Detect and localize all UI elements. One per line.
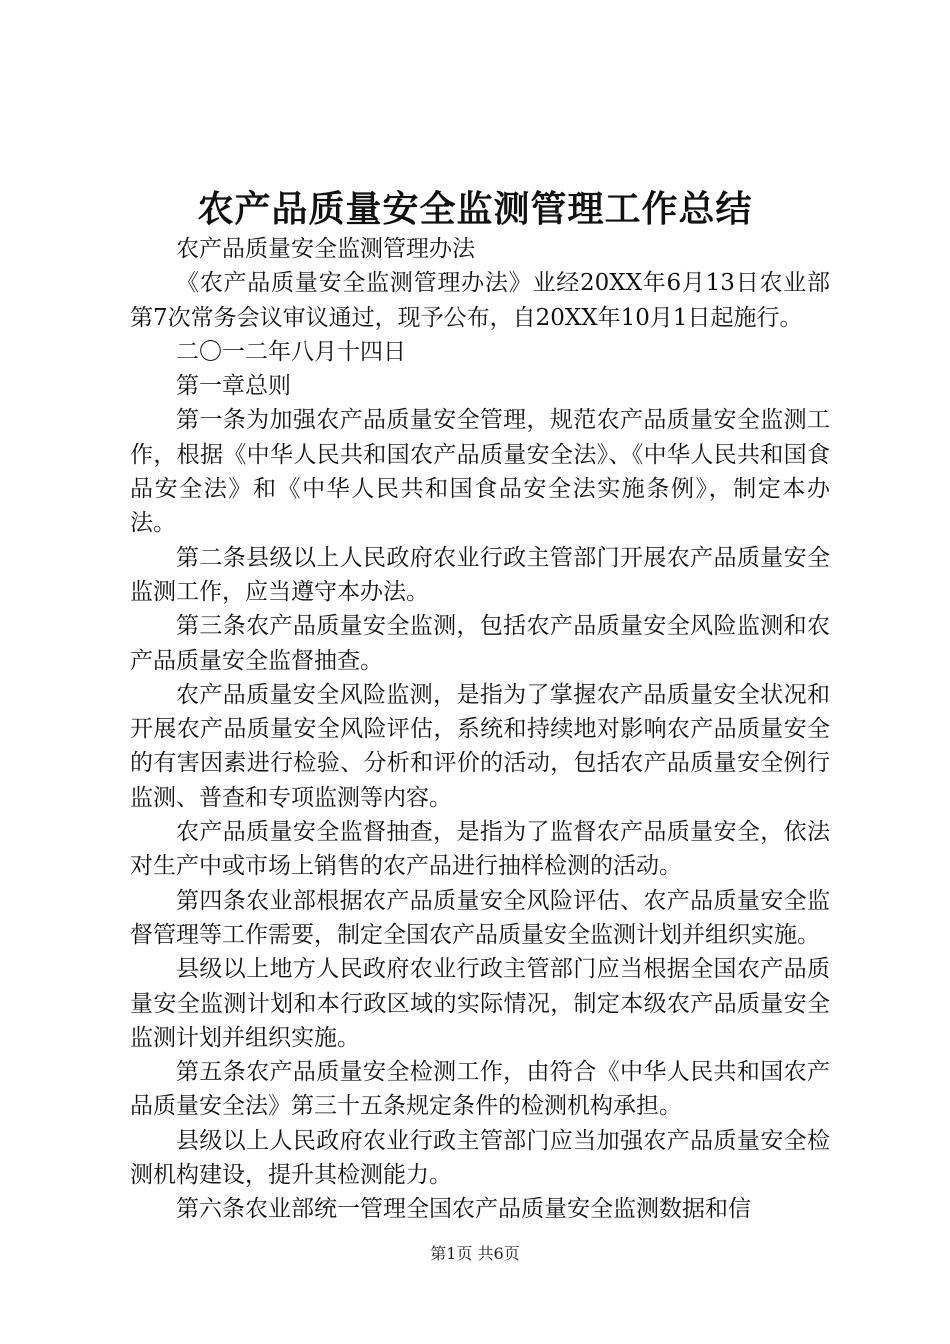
paragraph: 第六条农业部统一管理全国农产品质量安全监测数据和信 [176, 1196, 751, 1223]
document-body [130, 232, 830, 1227]
paragraph: 第四条农业部根据农产品质量安全风险评估、农产品质量安全监督管理等工作需要，制定全国农产品质量安全监测计划并组织实施。 [130, 887, 830, 948]
paragraph: 二〇一二年八月十四日 [176, 338, 406, 365]
document-title: 农产品质量安全监测管理工作总结 [197, 188, 753, 230]
paragraph: 农产品质量安全监督抽查，是指为了监督农产品质量安全，依法对生产中或市场上销售的农产品进行抽样检测的活动。 [130, 819, 830, 880]
paragraph: 第一条为加强农产品质量安全管理，规范农产品质量安全监测工作，根据《中华人民共和国农产品质量安全法》、《中华人民共和国食品安全法》和《中华人民共和国食品安全法实施条例》，制定本办法。 [130, 407, 830, 537]
paragraph: 县级以上地方人民政府农业行政主管部门应当根据全国农产品质量安全监测计划和本行政区域的实际情况，制定本级农产品质量安全监测计划并组织实施。 [130, 956, 830, 1051]
paragraph: 农产品质量安全监测管理办法 [176, 236, 475, 262]
paragraph: 第一章总则 [176, 373, 291, 400]
paragraph: 第五条农产品质量安全检测工作，由符合《中华人民共和国农产品质量安全法》第三十五条规定条件的检测机构承担。 [130, 1059, 830, 1120]
paragraph: 《农产品质量安全监测管理办法》业经20XX年6月13日农业部第7次常务会议审议通过，现予公布，自20XX年10月1日起施行。 [130, 270, 830, 331]
paragraph: 县级以上人民政府农业行政主管部门应当加强农产品质量安全检测机构建设，提升其检测能力。 [130, 1127, 830, 1189]
page-footer: 第1页 共6页 [430, 1244, 520, 1263]
paragraph: 农产品质量安全风险监测，是指为了掌握农产品质量安全状况和开展农产品质量安全风险评估，系统和持续地对影响农产品质量安全的有害因素进行检验、分析和评价的活动，包括农产品质量安全例行监测、普查和专项监测等内容。 [130, 681, 830, 811]
paragraph: 第二条县级以上人民政府农业行政主管部门开展农产品质量安全监测工作，应当遵守本办法。 [130, 544, 830, 605]
paragraph: 第三条农产品质量安全监测，包括农产品质量安全风险监测和农产品质量安全监督抽查。 [130, 613, 830, 674]
